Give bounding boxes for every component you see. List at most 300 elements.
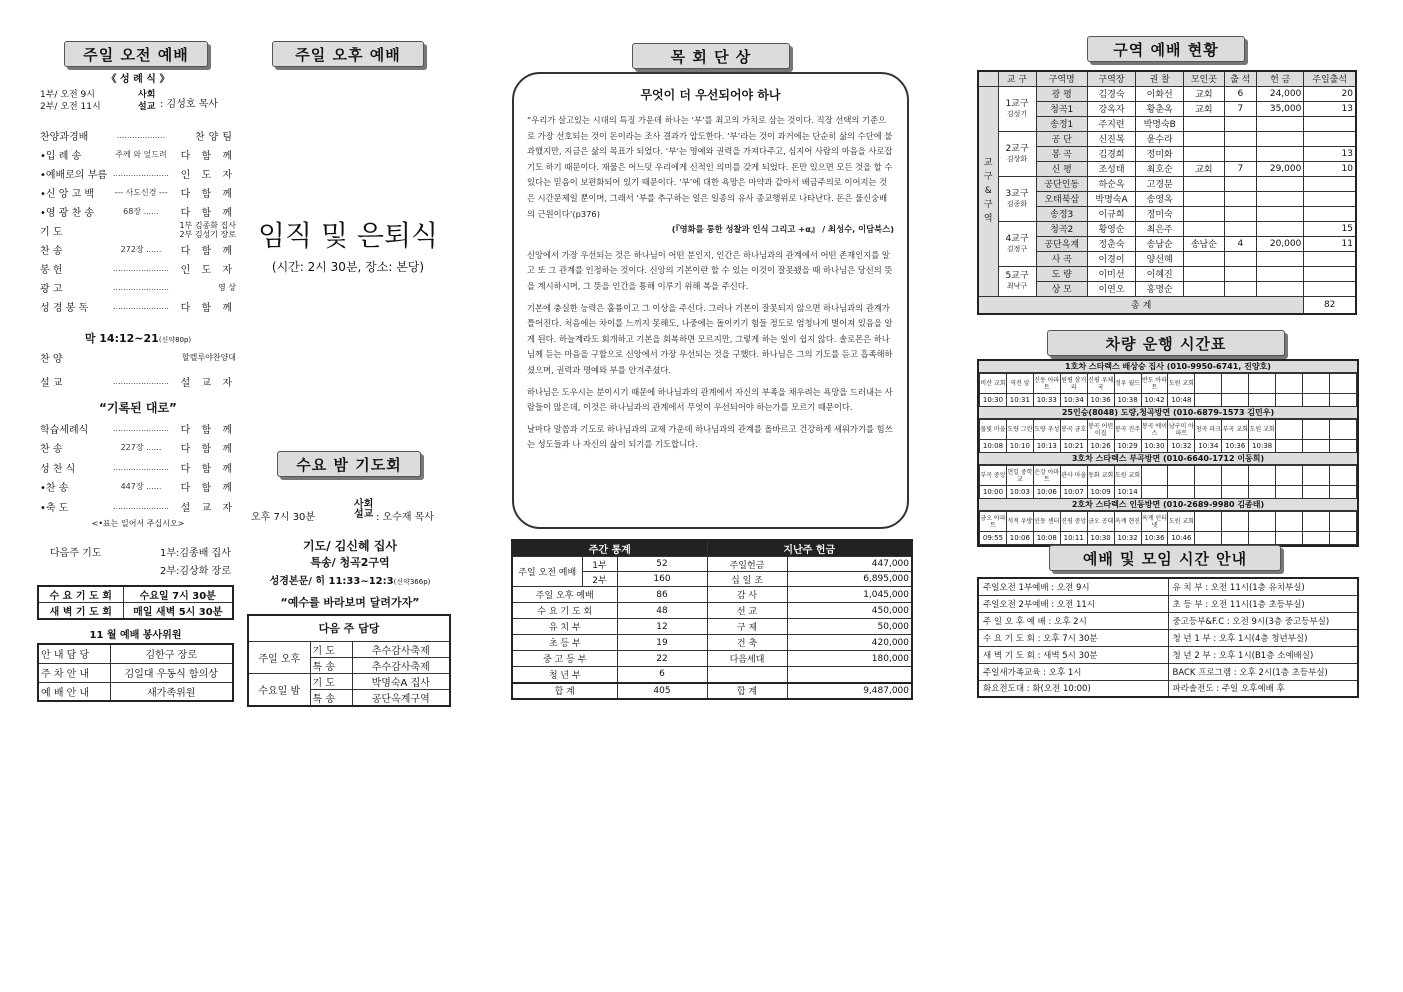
stats-label: 중 고 등 부 [512,651,617,667]
district-cell: 박명숙A [1087,191,1135,206]
district-cell: 송남순 [1136,236,1184,251]
bus-time: 10:06 [1033,486,1060,499]
order-item-name: 기 도 [40,226,63,238]
stats-label: 주일 오전 예배 [512,557,582,587]
bus-times-row [980,532,1357,545]
scripture-page: (신약80p) [158,336,192,344]
order-item-name: •입 례 송 [40,150,82,162]
bus-stop: 봉곡 금호 [1060,420,1087,440]
district-col-header: 주일출석 [1304,71,1356,86]
district-cell: 6 [1224,86,1257,101]
bus-stop [1276,420,1303,440]
district-cell: 13 [1304,146,1356,161]
schedule-row [978,663,1358,680]
order-item [40,221,236,239]
district-corner [978,71,998,86]
order-item-name: •찬 송 [40,483,69,494]
bus-stop [1329,420,1356,440]
district-cell: 11 [1304,236,1356,251]
stats-sublabel: 2부 [582,572,617,587]
bus-stop: 은강 아파트 [1033,466,1060,486]
prayer-meeting-row [38,603,233,620]
stats-row [512,619,912,635]
district-cell [1184,176,1224,191]
bus-stop [1329,512,1356,532]
bus-stop [1222,466,1249,486]
offering-label: 합 계 [707,683,787,699]
district-cell [1224,221,1257,236]
stats-row [512,683,912,699]
district-cell: 송정1 [1036,116,1087,131]
order-item-name: 광 고 [40,283,63,295]
stats-row [512,603,912,619]
service-row [38,663,233,682]
bus-stop [1249,374,1276,394]
order-item-value: 인 도 자 [180,264,236,276]
order-item-detail: ...................... [113,263,169,273]
district-cell: 29,000 [1257,161,1304,176]
schedule-cell: 유 치 부 : 오전 11시(1층 유치부실) [1168,578,1358,595]
district-col-header: 모인곳 [1184,71,1224,86]
order-item [40,164,236,182]
order-item [40,126,236,144]
offering-value: 9,487,000 [787,683,912,699]
order-item-value: 설 교 자 [180,377,236,389]
order-item-detail: ...................... [113,423,169,433]
scripture-ref: 막 14:12~21 [84,332,159,345]
service-role: 예 배 안 내 [38,682,110,701]
bus-time [1249,486,1276,499]
wednesday-host-name: : 오수재 목사 [376,512,435,523]
schedule-cell: 주일새가족교육 : 오후 1시 [978,663,1168,680]
district-cell: 최호순 [1136,161,1184,176]
order-item-value: 다 함 께 [180,150,236,162]
district-col-header: 구역명 [1036,71,1087,86]
bus-stop: 석적 우방 [1006,512,1033,532]
district-cell: 청곡2 [1036,221,1087,236]
bus-time: 10:00 [980,486,1007,499]
bus-time: 10:30 [980,394,1007,407]
schedule-cell: 주 일 오 후 예 배 : 오후 2시 [978,612,1168,629]
district-total-row [978,296,1356,314]
pastor-citation: (『영화를 통한 성찰과 인식 그리고 +α』 / 최성수, 이담북스) [671,224,894,235]
bus-route-title: 3호차 스타렉스 부곡방면 (010-6640-1712 이동희) [979,453,1357,465]
order-item-detail: 68장 ...... [123,206,159,216]
district-cell: 송영옥 [1136,191,1184,206]
bus-time: 10:31 [1006,394,1033,407]
district-row [978,266,1356,281]
weekly-stats-header: 주간 통계 [512,540,707,557]
order-item [40,278,236,296]
service-person: 김한구 장로 [110,644,233,663]
district-cell [1184,266,1224,281]
service-role: 주 차 안 내 [38,663,110,682]
bus-stop: 역전 앞 [1006,374,1033,394]
district-cell [1224,146,1257,161]
district-col-header: 권 찰 [1136,71,1184,86]
schedule-cell: 중고등부&F.C : 오전 9시(3층 중고등부실) [1168,612,1358,629]
bus-time: 10:29 [1114,440,1141,453]
district-cell: 24,000 [1257,86,1304,101]
district-group [998,176,1036,221]
bus-stop: 원평 삼거리 [1060,374,1087,394]
bus-stop [1276,466,1303,486]
wednesday-special: 특송/ 청곡2구역 [310,556,390,569]
bus-stop [1303,374,1330,394]
pastor-title: 무엇이 더 우선되어야 하나 [640,88,781,102]
district-cell [1184,206,1224,221]
district-cell: 교회 [1184,101,1224,116]
scripture [40,330,236,346]
bus-time [1195,486,1222,499]
district-cell: 오태북삼 [1036,191,1087,206]
district-cell [1304,176,1356,191]
district-cell: 정춘숙 [1087,236,1135,251]
bus-stops-row [980,374,1357,394]
offering-label: 주일헌금 [707,557,787,572]
district-cell: 황춘옥 [1136,101,1184,116]
prayer-meeting-name: 수 요 기 도 회 [38,586,123,603]
schedule-cell: 청 년 1 부 : 오후 1시(4층 청년부실) [1168,629,1358,646]
schedule-table [977,577,1359,698]
host-label: 사회 [138,90,156,100]
bus-stop [1195,466,1222,486]
bus-stop [1168,466,1195,486]
bus-stop [1303,512,1330,532]
bus-stop: 옥계 현진 [1114,512,1141,532]
service-row [38,644,233,663]
district-cell: 정미숙 [1136,206,1184,221]
stats-header-row [512,540,912,557]
offering-label: 선 교 [707,603,787,619]
order-item-name: 찬 송 [40,444,63,455]
order-item-name: 봉 헌 [40,264,63,276]
schedule-cell: BACK 프로그램 : 오후 2시(1층 초등부실) [1168,663,1358,680]
district-cell [1184,191,1224,206]
prayer-meeting-table [37,585,234,620]
district-cell: 이규희 [1087,206,1135,221]
order-item-value: 다 함 께 [180,424,236,436]
bus-stop: 정우 월드 [1114,374,1141,394]
service-person: 김일대 우동식 함의상 [110,663,233,682]
service-committee-table [37,643,234,702]
stats-label: 합 계 [512,683,617,699]
district-cell [1257,281,1304,296]
order-item-value: 다 함 께 [180,245,236,257]
bus-time: 10:26 [1087,440,1114,453]
schedule-cell: 파라솔전도 : 주일 오후예배 후 [1168,680,1358,697]
bus-times-row [980,486,1357,499]
bus-route-table [979,373,1357,407]
bus-time [1276,440,1303,453]
prayer-meeting-name: 새 벽 기 도 회 [38,603,123,620]
order-item-detail: ...................... [113,282,169,292]
district-row [978,221,1356,236]
district-cell [1224,206,1257,221]
district-cell: 13 [1304,101,1356,116]
order-item [40,202,236,220]
bus-stop: 도원 교회 [1114,466,1141,486]
district-cell [1184,281,1224,296]
offering-value: 6,895,000 [787,572,912,587]
district-header-row [978,71,1356,86]
bus-stop: 부곡 교회 [1222,420,1249,440]
bus-time [1222,394,1249,407]
stats-row [512,557,912,572]
stats-label: 수 요 기 도 회 [512,603,617,619]
district-cell: 양선혜 [1136,251,1184,266]
bus-stop: 옥계 인터넷 [1141,512,1168,532]
standing-note: <•표는 일어서 주십시오> [91,519,185,528]
stats-label: 주일 오후 예배 [512,587,617,603]
district-cell [1184,116,1224,131]
order-item [40,297,236,315]
order-item [40,439,236,457]
bus-time: 10:08 [1033,532,1060,545]
offering-label: 구 제 [707,619,787,635]
bus-route-table [979,511,1357,545]
prayer-meeting-time: 수요일 7시 30분 [123,586,233,603]
bus-time [1303,440,1330,453]
order-item-detail: ...................... [113,301,169,311]
offering-value: 420,000 [787,635,912,651]
service-times [40,89,120,113]
schedule-cell: 초 등 부 : 오전 11시(1층 초등부실) [1168,595,1358,612]
wednesday-prayer: 기도/ 김신혜 집사 [303,539,397,553]
schedule-row [978,646,1358,663]
bus-time [1249,394,1276,407]
district-cell: 정미화 [1136,146,1184,161]
bus-stop: 현일 중학교 [1006,466,1033,486]
bus-time [1222,532,1249,545]
district-row [978,86,1356,101]
district-cell: 하순옥 [1087,176,1135,191]
bus-time [1276,394,1303,407]
order-item-name: •신 앙 고 백 [40,188,95,200]
district-cell [1257,191,1304,206]
bus-time [1329,394,1356,407]
bus-header: 차량 운행 시간표 [1047,330,1285,356]
bus-time: 10:03 [1006,486,1033,499]
order-item-value: 찬양팀 [195,131,236,143]
stats-value: 22 [617,651,707,667]
next-prayer-1: 1부:김종배 집사 [160,548,231,559]
district-cell [1224,176,1257,191]
pastor-paragraph: 기본에 충실한 능력은 훌륭이고 그 이상을 주신다. 그러나 기본이 잘못되지 않으면 하나님과의 관계가 틀어진다. 처음에는 차이를 느끼지 못해도, 나중에는 돌이키기 힘들 정도로 엄청나게 벌어져 있음을 알게 된다. 하늘계라도 회개하고 기본을 회복하면 모르지만, 그렇게 하는 일이 쉽지 않다. 솔로몬은 하나님께 듣는 마음을 구할으로 신앙에서 가장 우선되는 것을 구했다. 하나님은 그의 기도를 듣고 흡족해하셨으며, 권력과 명예와 부를 안겨주셨다. [527,302,893,375]
afternoon-header: 주일 오후 예배 [272,41,424,67]
district-cell [1304,131,1356,146]
order-item-value: 영 상 [218,282,236,292]
order-item-detail: ...................... [113,168,169,178]
district-cell [1257,266,1304,281]
district-cell: 15 [1304,221,1356,236]
district-group [998,266,1036,296]
bus-time: 10:11 [1060,532,1087,545]
district-cell: 황영순 [1087,221,1135,236]
order-item [40,458,236,476]
district-cell [1257,221,1304,236]
bus-times-row [980,440,1357,453]
district-col-header: 출 석 [1224,71,1257,86]
bus-stop: 금오 공대 [1087,512,1114,532]
order-item [40,240,236,258]
pastor-paragraph: 하나님은 도우시는 분이시기 때문에 하나님과의 관계에서 자신의 부족을 채우려는 욕망을 드러내는 사람들이 많은데, 이것은 하나님과의 관계에서 무엇이 우선되어야 하는가를 모르기 때문이다. [527,386,893,413]
next-week-role: 특 송 [310,689,352,706]
stats-row [512,651,912,667]
district-cell: 20,000 [1257,236,1304,251]
district-group-leader: 김정구 [1006,244,1028,253]
order-item-name: 찬양과경배 [40,131,89,143]
order-item-name: •축 도 [40,502,69,514]
bus-stop [1329,466,1356,486]
bus-stop [1195,512,1222,532]
district-cell: 4 [1224,236,1257,251]
district-cell [1257,206,1304,221]
bus-time: 10:46 [1168,532,1195,545]
district-col-header: 교 구 [998,71,1036,86]
order-item-name: 찬 송 [40,245,63,257]
next-week-person: 공단옥계구역 [352,689,450,706]
order-item [40,145,236,163]
bus-time [1276,486,1303,499]
district-cell: 이미선 [1087,266,1135,281]
district-cell [1257,116,1304,131]
order-item [40,419,236,437]
host-name: : 김성호 목사 [160,99,219,110]
district-cell: 교회 [1184,86,1224,101]
district-group-name: 3교구 [1005,188,1029,199]
bus-time [1303,486,1330,499]
schedule-row [978,612,1358,629]
bus-time: 10:32 [1114,532,1141,545]
district-group-name: 4교구 [1005,233,1029,244]
order-item-value: 인 도 자 [180,169,236,181]
bus-time [1303,532,1330,545]
bus-stop [1249,466,1276,486]
next-week-role: 기 도 [310,641,352,657]
stats-value: 48 [617,603,707,619]
stats-value: 86 [617,587,707,603]
bus-time: 10:34 [1195,440,1222,453]
district-cell: 신진복 [1087,131,1135,146]
service-committee-title: 11 월 예배 봉사위원 [89,630,182,641]
district-cell [1184,221,1224,236]
host-labels [138,89,155,113]
district-cell: 조성태 [1087,161,1135,176]
district-cell: 송정3 [1036,206,1087,221]
district-cell: 20 [1304,86,1356,101]
bus-stops-row [980,420,1357,440]
district-group-leader: 김상화 [1006,154,1028,163]
order-item [40,259,236,277]
next-week-person: 박명숙A 집사 [352,673,450,689]
order-item-name: •예배로의 부름 [40,169,108,181]
district-col-header: 구역장 [1087,71,1135,86]
next-week-title-row [248,615,450,641]
order-item [40,497,236,515]
offering-label: 감 사 [707,587,787,603]
service-person: 새가족위원 [110,682,233,701]
order-item-detail: 주께 와 엎드려 [115,149,167,159]
bus-time: 10:07 [1060,486,1087,499]
stats-value: 19 [617,635,707,651]
district-cell [1224,116,1257,131]
next-week-person: 추수감사축제 [352,641,450,657]
bus-time [1329,532,1356,545]
district-cell [1304,206,1356,221]
bus-time [1303,394,1330,407]
district-cell: 공단옥계 [1036,236,1087,251]
district-cell [1304,266,1356,281]
bus-time: 10:10 [1006,440,1033,453]
prayer-person-1: 1부 김종화 집사 [179,221,236,230]
wednesday-scripture-page: (신약366p) [393,578,431,586]
district-cell [1224,266,1257,281]
offering-value: 447,000 [787,557,912,572]
wednesday-sermon-title: “예수를 바라보며 달려가자” [280,596,420,609]
district-cell: 10 [1304,161,1356,176]
bus-time: 10:42 [1141,394,1168,407]
stats-value: 405 [617,683,707,699]
district-group-name: 2교구 [1005,143,1029,154]
bus-stop: 봉곡 진주 [1114,420,1141,440]
order-item-detail: ...................... [113,462,169,472]
wednesday-scripture-ref: 성경본문/ 히 11:33~12:3 [269,576,394,587]
offering-label: 다음세대 [707,651,787,667]
bus-time [1195,394,1222,407]
bus-time [1141,486,1168,499]
district-cell: 봉 곡 [1036,146,1087,161]
stats-sublabel: 1부 [582,557,617,572]
order-item [40,183,236,201]
bus-time: 10:08 [980,440,1007,453]
district-cell [1257,131,1304,146]
district-side-label: 교구 & 구역 [978,86,998,296]
district-cell: 7 [1224,101,1257,116]
prayer-person-2: 2부 김성기 장로 [179,230,236,239]
bus-stop: 관사 마을 [1060,466,1087,486]
bus-route-table [979,465,1357,499]
service-row [38,682,233,701]
district-total-value: 82 [1304,296,1356,314]
district-cell: 상 모 [1036,281,1087,296]
order-item-value: 다 함 께 [180,483,236,494]
bus-time: 10:33 [1033,394,1060,407]
district-cell: 교회 [1184,161,1224,176]
next-prayer-label: 다음주 기도 [50,548,102,559]
bus-time [1276,532,1303,545]
order-item-detail: --- 사도신경 --- [114,187,168,197]
bus-stop: 도량 우성 [1033,420,1060,440]
next-week-role: 특 송 [310,657,352,673]
order-item-detail: 227장 ...... [120,443,162,452]
wednesday-host-labels [354,500,373,520]
preacher-label: 설교 [138,102,156,112]
weekly-stats-table [511,539,913,700]
bus-route-title: 2호차 스타렉스 인동방면 (010-2689-9980 김종태) [979,499,1357,511]
bus-time: 10:34 [1060,394,1087,407]
order-item-value: 다 함 께 [180,444,236,455]
schedule-cell: 주일오전 2부예배 : 오전 11시 [978,595,1168,612]
district-cell [1184,131,1224,146]
district-row [978,176,1356,191]
schedule-row [978,680,1358,697]
bus-stop: 금오 아파트 [980,512,1007,532]
bus-time: 10:38 [1114,394,1141,407]
pastor-paragraph: “우리가 살고있는 시대의 특징 가운데 하나는 ‘부’를 최고의 가치로 삼는 것이다. 직장 선택의 기준으로 가장 선호되는 것이 돈이라는 조사 결과가 압도한다. ‘부’라는 것이 과거에는 단순히 삶의 수단에 불과했지만, 지금은 삶의 목표가 되었다. ‘부’는 명예와 권력을 가져다주고, 심지어 사람의 마음을 사로잡기도 하기 때문이다. 재물은 어느덧 우리에게 신적인 의미를 갖게 되었다. 돈만 있으면 모든 것을 할 수 있다는 믿음이 보편화되어 있기 때문이다. ‘부’에 대한 욕망은 마약과 같아서 배금주의로 이어지는 것은 시간문제일 뿐이며, 그래서 ‘부를 추구하는 일은 일종의 유사 종교행위로 나타난다. 돈은 물신숭배의 근원이다’(p376) [527,115,893,219]
district-cell: 사 곡 [1036,251,1087,266]
bus-stop [1276,512,1303,532]
